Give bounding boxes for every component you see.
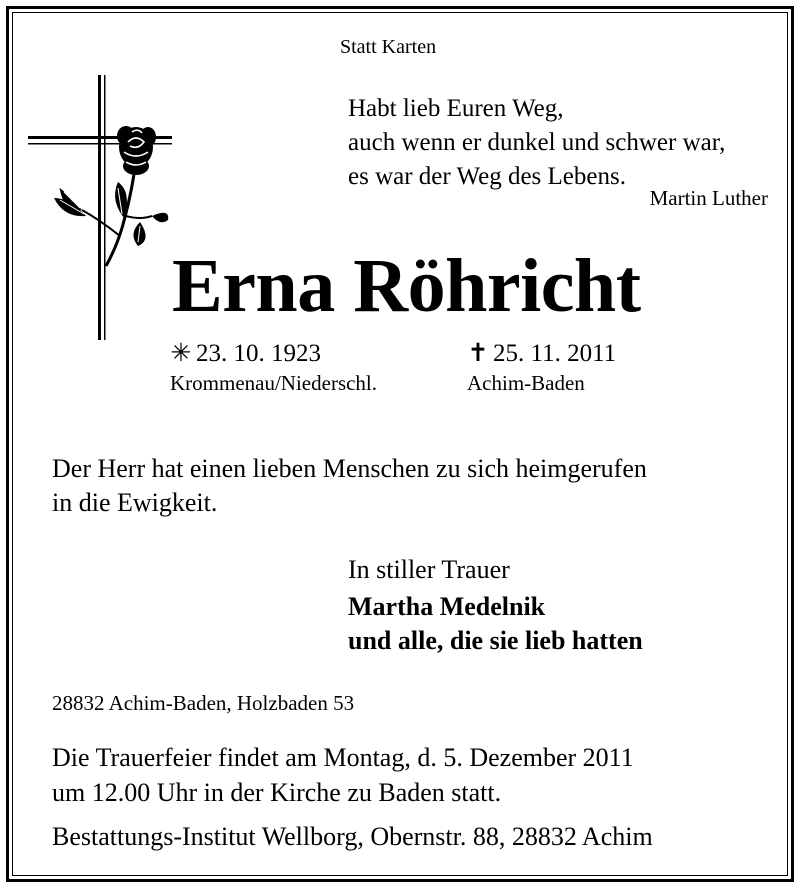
mourner-name: Martha Medelnik — [348, 592, 546, 621]
header-text: Statt Karten — [340, 36, 437, 58]
mourners-names — [348, 590, 643, 658]
birth-date-row — [170, 341, 321, 366]
birth-place: Krommenau/Niederschl. — [170, 371, 378, 395]
deceased-name: Erna Röhricht — [172, 244, 641, 328]
mourner-name: und alle, die sie lieb hatten — [348, 626, 643, 655]
funeral-line: um 12.00 Uhr in der Kirche zu Baden statt. — [52, 778, 502, 807]
mourners-intro: In stiller Trauer — [348, 555, 510, 584]
death-date-row — [467, 341, 616, 366]
poem-line: Habt lieb Euren Weg, — [348, 95, 564, 122]
asterisk-icon: ✳ — [170, 340, 192, 367]
birth-date: 23. 10. 1923 — [196, 340, 321, 367]
poem-line: es war der Weg des Lebens. — [348, 163, 626, 190]
cross-with-rose-icon — [20, 70, 180, 350]
cross-icon: ✝ — [467, 340, 489, 367]
poem — [348, 92, 725, 194]
message-line: Der Herr hat einen lieben Menschen zu sich heimgerufen — [52, 454, 647, 483]
address: 28832 Achim-Baden, Holzbaden 53 — [52, 691, 355, 715]
funeral-line: Die Trauerfeier findet am Montag, d. 5. Dezember 2011 — [52, 743, 634, 772]
funeral-institute: Bestattungs-Institut Wellborg, Obernstr. 88, 28832 Achim — [52, 822, 653, 851]
funeral-info — [52, 740, 634, 810]
message — [52, 452, 647, 520]
death-date: 25. 11. 2011 — [493, 340, 617, 367]
message-line: in die Ewigkeit. — [52, 488, 218, 517]
poem-author: Martin Luther — [649, 186, 768, 210]
poem-line: auch wenn er dunkel und schwer war, — [348, 129, 726, 156]
death-place: Achim-Baden — [467, 371, 585, 395]
